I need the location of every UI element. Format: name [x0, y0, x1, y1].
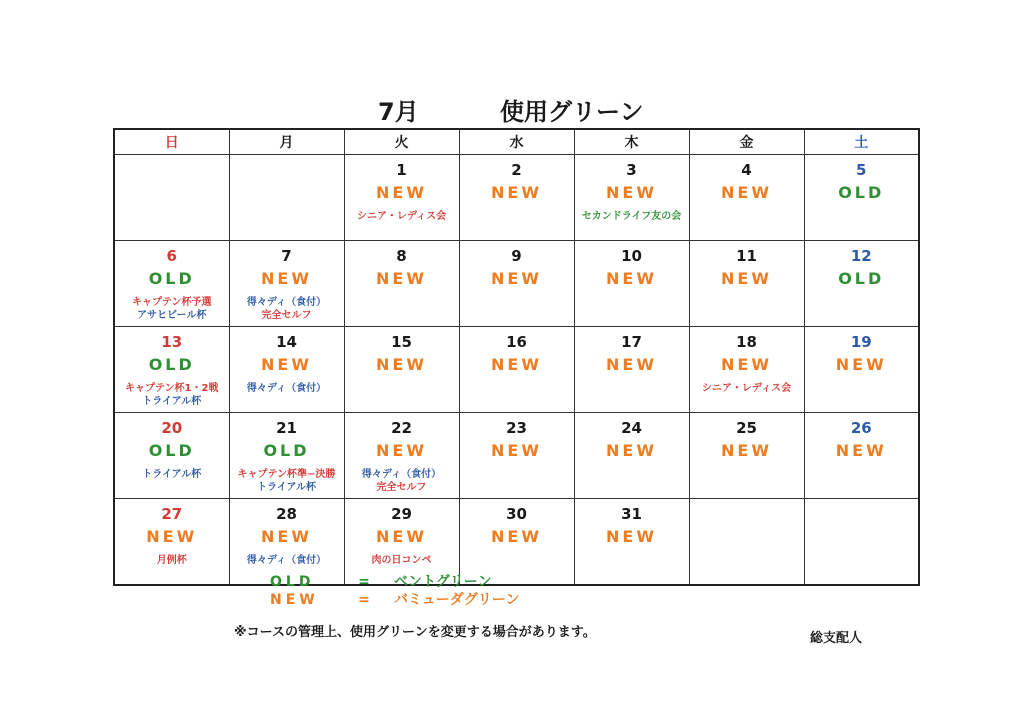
day-number: 28 — [276, 505, 297, 523]
legend-new-desc: バミューダグリーン — [394, 592, 520, 608]
green-status: OLD — [148, 269, 195, 288]
event-label: キャプテン杯1・2戦 — [125, 383, 219, 394]
day-cell — [459, 327, 574, 413]
green-status: NEW — [491, 355, 542, 374]
green-status: OLD — [148, 355, 195, 374]
green-status: NEW — [606, 269, 657, 288]
day-number: 20 — [161, 419, 183, 437]
event-list — [575, 210, 689, 223]
day-cell — [574, 327, 689, 413]
event-list — [115, 382, 229, 408]
green-status: NEW — [721, 183, 772, 202]
event-list — [230, 468, 344, 494]
event-label: トライアル杯 — [257, 482, 316, 493]
day-number: 12 — [850, 247, 872, 265]
event-label: 完全セルフ — [261, 310, 312, 321]
green-status: NEW — [146, 527, 198, 546]
event-label: シニア・レディス会 — [701, 383, 792, 394]
day-number: 27 — [161, 505, 183, 523]
green-status: NEW — [835, 441, 887, 460]
event-list — [115, 554, 229, 567]
event-label: トライアル杯 — [142, 469, 202, 480]
green-status: NEW — [261, 527, 312, 546]
footer-note: ※コースの管理上、使用グリーンを変更する場合があります。 — [234, 625, 596, 640]
event-label: セカンドライフ友の会 — [581, 211, 682, 222]
event-label: トライアル杯 — [142, 396, 202, 407]
empty-day-cell — [229, 155, 344, 241]
day-number: 11 — [736, 247, 757, 265]
day-cell — [689, 413, 804, 499]
event-label: 完全セルフ — [376, 482, 427, 493]
week-row — [114, 327, 919, 413]
signature: 総支配人 — [810, 631, 863, 646]
event-label: 月例杯 — [156, 555, 187, 566]
day-number: 22 — [391, 419, 412, 437]
day-cell — [689, 327, 804, 413]
day-number: 9 — [511, 247, 522, 265]
day-number: 21 — [276, 419, 297, 437]
day-number: 18 — [736, 333, 757, 351]
green-status: NEW — [491, 527, 542, 546]
weekday-tue: 火 — [344, 129, 459, 155]
green-status: NEW — [606, 441, 657, 460]
day-cell — [574, 499, 689, 586]
event-label: アサヒビール杯 — [137, 310, 207, 321]
green-status: NEW — [491, 183, 542, 202]
event-list — [230, 296, 344, 322]
legend-old-desc: ベントグリーン — [394, 574, 492, 590]
green-status: NEW — [376, 527, 427, 546]
day-number: 25 — [736, 419, 757, 437]
week-row — [114, 413, 919, 499]
green-status: OLD — [838, 183, 885, 202]
weekday-thu: 木 — [574, 129, 689, 155]
day-number: 1 — [396, 161, 407, 179]
event-list — [230, 382, 344, 395]
day-cell — [114, 327, 229, 413]
day-cell — [229, 413, 344, 499]
green-status: NEW — [376, 355, 427, 374]
green-status: NEW — [721, 269, 772, 288]
day-cell — [574, 155, 689, 241]
event-list — [115, 468, 229, 481]
event-label: 肉の日コンペ — [371, 555, 432, 566]
event-label: 得々ディ（食付） — [246, 383, 327, 394]
green-status: NEW — [261, 269, 312, 288]
day-cell — [114, 241, 229, 327]
legend-old-eq: = — [358, 574, 370, 590]
day-number: 15 — [391, 333, 412, 351]
green-status: NEW — [376, 183, 427, 202]
day-cell — [804, 413, 919, 499]
green-status: NEW — [491, 269, 542, 288]
green-status: NEW — [376, 269, 427, 288]
event-list — [230, 554, 344, 567]
week-row — [114, 241, 919, 327]
day-cell — [689, 241, 804, 327]
event-label: 得々ディ（食付） — [361, 469, 442, 480]
green-status: NEW — [606, 527, 657, 546]
week-row — [114, 499, 919, 586]
day-number: 6 — [166, 247, 177, 265]
weekday-sat: 土 — [804, 129, 919, 155]
empty-day-cell — [114, 155, 229, 241]
event-list — [345, 468, 459, 494]
green-status: OLD — [263, 441, 310, 460]
day-cell — [114, 499, 229, 586]
event-label: シニア・レディス会 — [356, 211, 447, 222]
day-cell — [459, 241, 574, 327]
day-number: 2 — [511, 161, 522, 179]
day-cell — [804, 327, 919, 413]
empty-day-cell — [804, 499, 919, 586]
legend-new-code: NEW — [270, 592, 319, 608]
calendar-table — [113, 128, 920, 586]
day-cell — [229, 327, 344, 413]
weekday-wed: 水 — [459, 129, 574, 155]
day-number: 16 — [506, 333, 527, 351]
green-status: NEW — [721, 355, 772, 374]
calendar-body — [114, 155, 919, 586]
empty-day-cell — [689, 499, 804, 586]
green-status: NEW — [721, 441, 772, 460]
day-number: 4 — [741, 161, 752, 179]
day-cell — [574, 241, 689, 327]
day-number: 5 — [856, 161, 867, 179]
day-cell — [229, 241, 344, 327]
day-cell — [804, 241, 919, 327]
green-status: NEW — [606, 183, 657, 202]
page-title — [378, 92, 644, 127]
day-cell — [459, 413, 574, 499]
day-number: 17 — [621, 333, 642, 351]
event-list — [345, 554, 459, 567]
day-cell — [114, 413, 229, 499]
green-status: OLD — [148, 441, 195, 460]
day-number: 8 — [396, 247, 407, 265]
green-status: NEW — [835, 355, 887, 374]
day-number: 19 — [850, 333, 872, 351]
green-status: OLD — [838, 269, 885, 288]
legend-new-eq: = — [358, 592, 370, 608]
day-number: 10 — [621, 247, 642, 265]
day-cell — [344, 155, 459, 241]
day-number: 23 — [506, 419, 527, 437]
green-status: NEW — [376, 441, 427, 460]
day-cell — [459, 155, 574, 241]
day-number: 26 — [850, 419, 872, 437]
day-cell — [689, 155, 804, 241]
green-status: NEW — [261, 355, 312, 374]
day-number: 31 — [621, 505, 642, 523]
day-number: 14 — [276, 333, 297, 351]
legend-old-code: OLD — [270, 574, 315, 590]
weekday-mon: 月 — [229, 129, 344, 155]
day-number: 13 — [161, 333, 183, 351]
day-cell — [344, 413, 459, 499]
day-cell — [574, 413, 689, 499]
day-number: 29 — [391, 505, 412, 523]
event-label: 得々ディ（食付） — [246, 297, 327, 308]
event-label: キャプテン杯予選 — [132, 297, 212, 308]
green-status: NEW — [491, 441, 542, 460]
day-number: 7 — [281, 247, 292, 265]
event-list — [115, 296, 229, 322]
day-cell — [804, 155, 919, 241]
day-number: 24 — [621, 419, 642, 437]
legend-old — [270, 573, 491, 591]
event-list — [690, 382, 804, 395]
green-status: NEW — [606, 355, 657, 374]
event-label: キャプテン杯準−決勝 — [237, 469, 336, 480]
day-cell — [344, 241, 459, 327]
day-number: 30 — [506, 505, 527, 523]
day-number: 3 — [626, 161, 637, 179]
event-list — [345, 210, 459, 223]
week-row — [114, 155, 919, 241]
legend-new — [270, 591, 519, 609]
weekday-header-row — [114, 129, 919, 155]
weekday-fri: 金 — [689, 129, 804, 155]
title-subtitle: 使用グリーン — [500, 98, 644, 126]
weekday-sun: 日 — [114, 129, 229, 155]
event-label: 得々ディ（食付） — [246, 555, 327, 566]
day-cell — [344, 327, 459, 413]
title-month: 7月 — [378, 98, 419, 126]
